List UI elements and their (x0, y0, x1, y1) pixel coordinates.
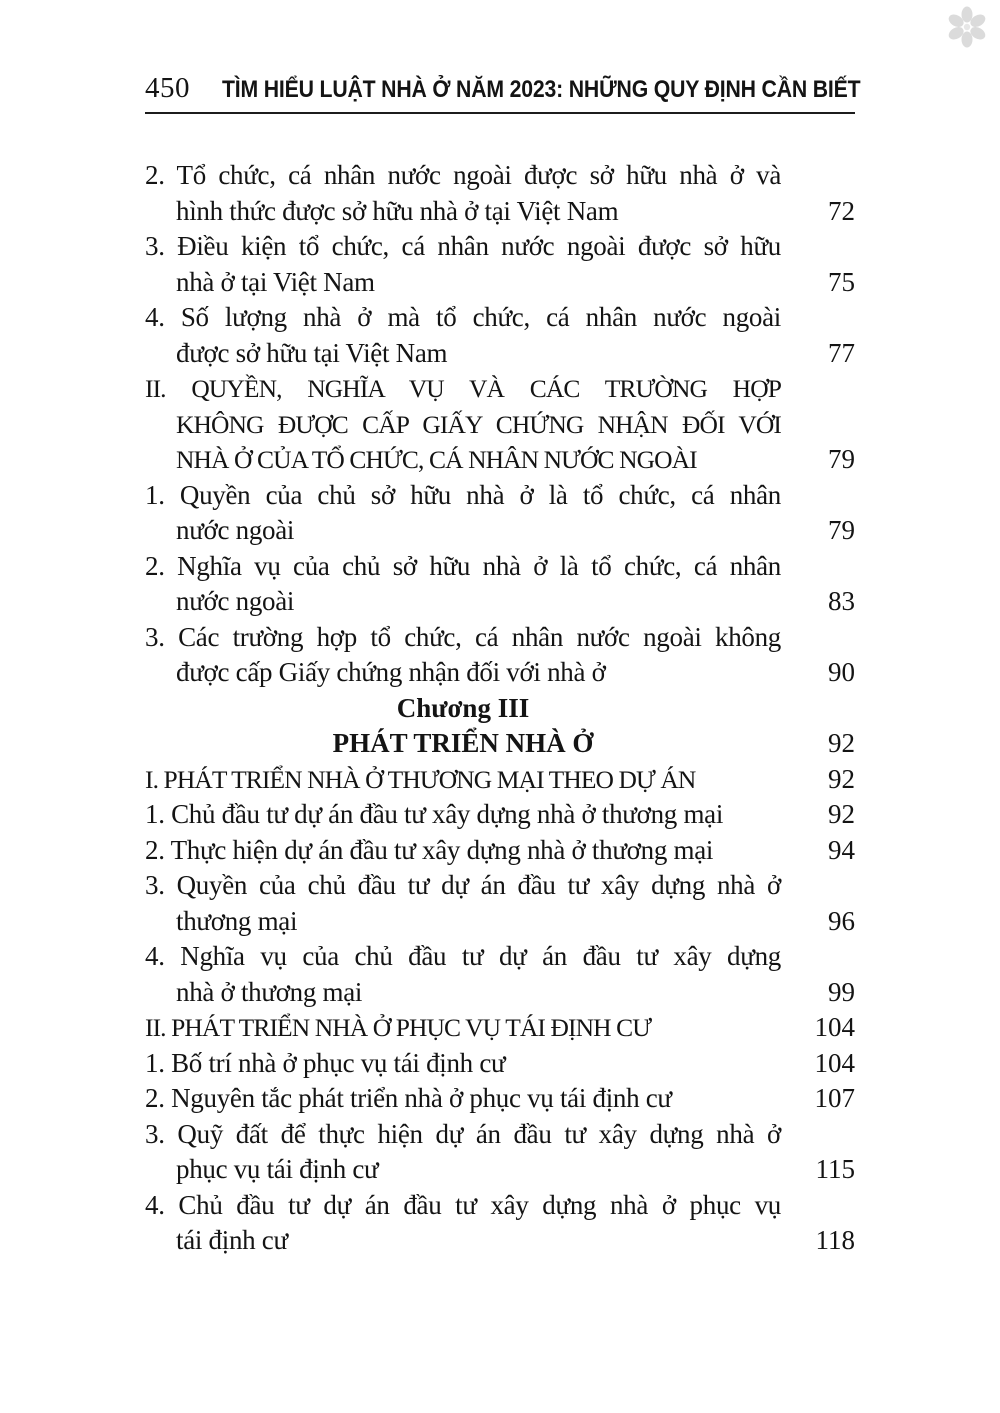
toc-entry-text (145, 868, 781, 939)
toc-line: nước ngoài (176, 515, 295, 545)
header-rule (145, 112, 855, 114)
toc-entry-page-number: 90 (828, 657, 855, 687)
toc-entry-page-number: 75 (828, 266, 855, 297)
toc-entry-text (145, 1188, 781, 1259)
toc-entry (145, 549, 855, 620)
toc-entry (145, 868, 855, 939)
toc-entry (145, 726, 855, 762)
toc-entry-page-number: 79 (828, 444, 855, 474)
toc-entry-page-number: 92 (828, 763, 855, 794)
toc-line: II. QUYỀN, NGHĨA VỤ VÀ CÁC TRƯỜNG HỢP (145, 374, 781, 403)
toc-entry (145, 1046, 855, 1082)
book-title: TÌM HIỂU LUẬT NHÀ Ở NĂM 2023: NHỮNG QUY ĐỊNH CẦN BIẾT (222, 76, 861, 103)
toc-entry (145, 1117, 855, 1188)
toc-entry (145, 371, 855, 478)
toc-entry-page-number: 92 (828, 728, 855, 758)
toc-entry (145, 158, 855, 229)
toc-entry (145, 833, 855, 869)
toc-line: I. PHÁT TRIỂN NHÀ Ở THƯƠNG MẠI THEO DỰ ÁN (145, 764, 696, 794)
toc-line: 3. Quỹ đất để thực hiện dự án đầu tư xây dựng nhà ở (145, 1118, 781, 1149)
toc-entry (145, 478, 855, 549)
toc-entry-page-number: 99 (828, 976, 855, 1007)
toc-entry-page-number: 107 (814, 1083, 855, 1113)
toc-entry-page-number: 94 (828, 834, 855, 865)
toc-entry-text (145, 1117, 781, 1188)
toc-entry-page-number: 104 (814, 1012, 855, 1042)
toc-line: 2. Nghĩa vụ của chủ sở hữu nhà ở là tổ chức, cá nhân (145, 550, 781, 581)
toc-line: Chương III (396, 692, 530, 723)
toc-entry-text (145, 1081, 781, 1117)
toc-line: KHÔNG ĐƯỢC CẤP GIẤY CHỨNG NHẬN ĐỐI VỚI (176, 409, 781, 439)
toc-entry (145, 762, 855, 798)
toc-entry-text (145, 229, 781, 300)
toc-entry-text (145, 833, 781, 869)
toc-entry (145, 797, 855, 833)
toc-line: nhà ở thương mại (176, 976, 363, 1007)
toc-entry-text (145, 300, 781, 371)
toc-entry-page-number: 118 (815, 1225, 855, 1255)
toc-line: được cấp Giấy chứng nhận đối với nhà ở (176, 657, 606, 687)
toc-entry (145, 229, 855, 300)
toc-line: tái định cư (176, 1225, 288, 1255)
toc-entry-page-number: 72 (828, 195, 855, 226)
toc-entry-page-number: 77 (828, 337, 855, 368)
toc-entry-text (145, 797, 781, 833)
toc-line: được sở hữu tại Việt Nam (176, 337, 448, 368)
toc-entry (145, 939, 855, 1010)
toc-entry-page-number: 96 (828, 905, 855, 936)
toc-line: 2. Tổ chức, cá nhân nước ngoài được sở hữu nhà ở và (145, 160, 781, 190)
florette-icon (946, 6, 988, 48)
toc-entry (145, 1010, 855, 1046)
toc-entry-text (145, 478, 781, 549)
toc-entry-text (145, 549, 781, 620)
toc-line: hình thức được sở hữu nhà ở tại Việt Nam (176, 195, 619, 226)
toc-entry-page-number: 92 (828, 799, 855, 829)
toc-entry-page-number: 115 (815, 1154, 855, 1184)
toc-line: PHÁT TRIỂN NHÀ Ở (332, 728, 594, 758)
toc-entry (145, 300, 855, 371)
toc-line: nhà ở tại Việt Nam (176, 266, 375, 297)
toc-entry (145, 620, 855, 691)
toc-line: 1. Chủ đầu tư dự án đầu tư xây dựng nhà ở thương mại (145, 799, 724, 829)
toc-entry-page-number: 104 (814, 1047, 855, 1078)
toc-entry-text (145, 726, 781, 762)
toc-entry (145, 1188, 855, 1259)
toc-entry-text (145, 158, 781, 229)
toc-line: 3. Quyền của chủ đầu tư dự án đầu tư xây dựng nhà ở (145, 870, 781, 900)
toc-line: 3. Điều kiện tổ chức, cá nhân nước ngoài được sở hữu (145, 231, 781, 261)
toc-entry (145, 1081, 855, 1117)
toc-entry-text (145, 1010, 781, 1046)
toc-line: 1. Quyền của chủ sở hữu nhà ở là tổ chức, cá nhân (145, 479, 781, 510)
toc-entry-page-number: 83 (828, 586, 855, 616)
toc-entry-text (145, 691, 781, 727)
page-number: 450 (145, 72, 190, 104)
toc-line: 2. Nguyên tắc phát triển nhà ở phục vụ tái định cư (145, 1083, 672, 1113)
toc-line: nước ngoài (176, 586, 295, 616)
toc-entry-text (145, 620, 781, 691)
toc-entry-text (145, 762, 781, 798)
running-header (145, 72, 861, 105)
toc-entry-page-number: 79 (828, 515, 855, 545)
toc-entry (145, 691, 855, 727)
toc-line: NHÀ Ở CỦA TỔ CHỨC, CÁ NHÂN NƯỚC NGOÀI (176, 445, 697, 474)
toc-entry-text (145, 939, 781, 1010)
toc-line: phục vụ tái định cư (176, 1154, 379, 1184)
toc-line: 4. Chủ đầu tư dự án đầu tư xây dựng nhà ở phục vụ (145, 1189, 781, 1220)
toc-line: 1. Bố trí nhà ở phục vụ tái định cư (145, 1047, 506, 1078)
toc-line: II. PHÁT TRIỂN NHÀ Ở PHỤC VỤ TÁI ĐỊNH CƯ (145, 1013, 652, 1042)
toc-line: 4. Số lượng nhà ở mà tổ chức, cá nhân nước ngoài (145, 302, 781, 332)
toc-entry-text (145, 1046, 781, 1082)
toc-line: 3. Các trường hợp tổ chức, cá nhân nước ngoài không (145, 621, 781, 652)
toc-line: 2. Thực hiện dự án đầu tư xây dựng nhà ở thương mại (145, 834, 714, 865)
toc-line: thương mại (176, 905, 298, 936)
toc-line: 4. Nghĩa vụ của chủ đầu tư dự án đầu tư xây dựng (145, 941, 781, 971)
toc (145, 158, 855, 1259)
toc-entry-text (145, 371, 781, 478)
